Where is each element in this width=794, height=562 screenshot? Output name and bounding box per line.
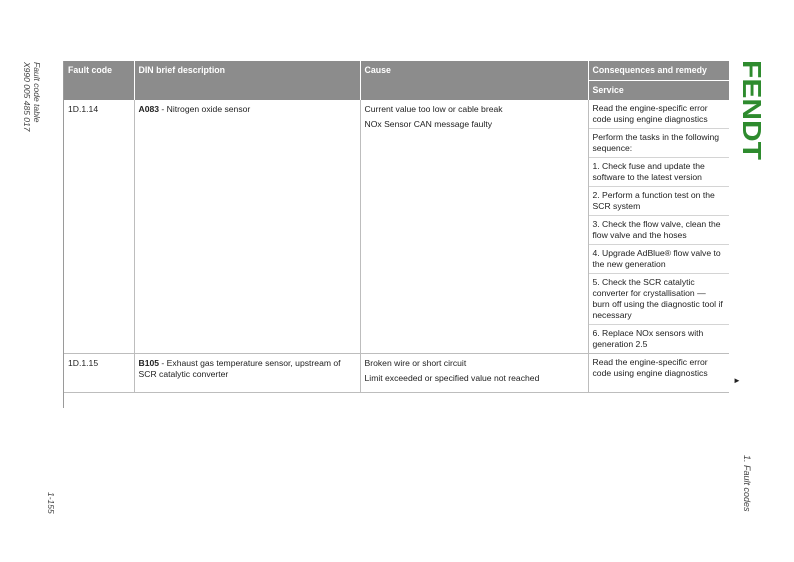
left-margin (0, 0, 64, 562)
header-consequences-label: Consequences and remedy (592, 65, 707, 75)
din-text: - Nitrogen oxide sensor (159, 104, 251, 114)
service-item: 4. Upgrade AdBlue® flow valve to the new generation (589, 245, 730, 274)
doc-number: X990 005 485 017 (22, 62, 32, 132)
din-cell (134, 354, 360, 393)
service-cell (588, 354, 729, 393)
service-item: Perform the tasks in the following sequence: (589, 129, 730, 158)
service-item: 3. Check the flow valve, clean the flow valve and the hoses (589, 216, 730, 245)
cause-cell (360, 354, 588, 393)
cause-item: Current value too low or cable break (364, 104, 503, 114)
table-header-row (64, 61, 729, 100)
header-service-label: Service (589, 80, 730, 100)
din-cell (134, 100, 360, 354)
header-cause: Cause (360, 61, 588, 100)
service-item: Read the engine-specific error code using engine diagnostics (589, 100, 730, 129)
service-item: 1. Check fuse and update the software to the latest version (589, 158, 730, 187)
table-row (64, 354, 729, 393)
fendt-logo (737, 60, 767, 160)
service-item: 5. Check the SCR catalytic converter for crystallisation — burn off using the diagnostic tool if necessary (589, 274, 730, 325)
fault-code-cell: 1D.1.15 (64, 354, 134, 393)
section-label: 1. Fault codes (742, 455, 752, 512)
fault-code-cell: 1D.1.14 (64, 100, 134, 354)
din-code: A083 (138, 104, 160, 114)
din-code: B105 (138, 358, 160, 368)
header-consequences (588, 61, 729, 100)
din-text: - Exhaust gas temperature sensor, upstream of SCR catalytic converter (138, 358, 341, 379)
header-din: DIN brief description (134, 61, 360, 100)
cause-item: Broken wire or short circuit (364, 358, 467, 368)
service-item: 2. Perform a function test on the SCR system (589, 187, 730, 216)
doc-title: Fault code table (32, 62, 42, 123)
service-item: 6. Replace NOx sensors with generation 2.5 (592, 328, 704, 349)
continue-arrow-icon: ► (733, 376, 741, 385)
doc-reference (22, 62, 42, 131)
header-fault-code: Fault code (64, 61, 134, 100)
page-number: 1-155 (46, 492, 56, 514)
cause-cell (360, 100, 588, 354)
cause-item: Limit exceeded or specified value not reached (364, 373, 540, 383)
cause-item: NOx Sensor CAN message faulty (364, 119, 493, 129)
table-row (64, 100, 729, 354)
fault-code-table (64, 61, 729, 393)
service-item: Read the engine-specific error code using engine diagnostics (592, 357, 708, 378)
service-cell (588, 100, 729, 354)
brand-name: FENDT (737, 60, 767, 147)
